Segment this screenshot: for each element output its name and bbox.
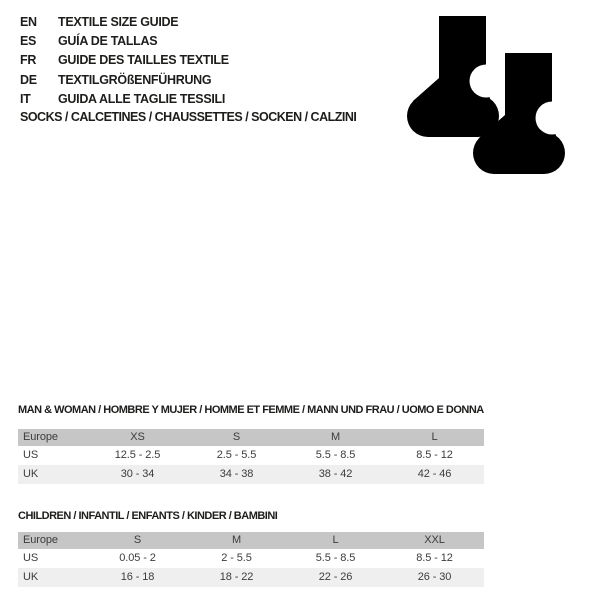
size-value-cell: 18 - 22 xyxy=(219,571,254,583)
size-value-cell: 22 - 26 xyxy=(318,571,353,583)
size-column-header: S xyxy=(133,534,142,546)
table-row xyxy=(18,549,484,568)
language-row-es xyxy=(20,31,229,50)
language-label: GUIDA ALLE TAGLIE TESSILI xyxy=(58,92,226,107)
size-column-header: L xyxy=(332,534,339,546)
language-code: DE xyxy=(20,72,37,87)
table-row xyxy=(18,465,484,484)
size-column-header: M xyxy=(330,431,341,443)
children-size-table xyxy=(18,532,484,587)
table-row xyxy=(18,446,484,465)
size-value-cell: 30 - 34 xyxy=(120,468,155,480)
size-column-header: S xyxy=(232,431,241,443)
language-label: GUIDE DES TAILLES TEXTILE xyxy=(58,53,229,68)
language-label: TEXTILGRÖßENFÜHRUNG xyxy=(58,72,212,87)
table-header-row xyxy=(18,429,484,446)
adult-size-table xyxy=(18,429,484,484)
language-row-en xyxy=(20,12,229,31)
language-row-it xyxy=(20,90,229,109)
row-label: US xyxy=(23,449,39,461)
children-table-title: CHILDREN / INFANTIL / ENFANTS / KINDER / BAMBINI xyxy=(18,510,278,522)
language-code: FR xyxy=(20,53,37,68)
row-label: US xyxy=(23,552,39,564)
socks-icon xyxy=(406,8,571,183)
language-code: EN xyxy=(20,14,37,29)
sock-back-shape xyxy=(413,16,503,116)
size-value-cell: 34 - 38 xyxy=(219,468,254,480)
language-row-de xyxy=(20,70,229,89)
size-value-cell: 2 - 5.5 xyxy=(221,552,252,564)
category-title: SOCKS / CALCETINES / CHAUSSETTES / SOCKEN / CALZINI xyxy=(20,110,357,124)
language-row-fr xyxy=(20,51,229,70)
size-value-cell: 12.5 - 2.5 xyxy=(114,449,161,461)
size-value-cell: 2.5 - 5.5 xyxy=(216,449,257,461)
size-column-header: L xyxy=(431,431,438,443)
language-code: IT xyxy=(20,92,31,107)
size-value-cell: 26 - 30 xyxy=(417,571,452,583)
adult-table-title: MAN & WOMAN / HOMBRE Y MUJER / HOMME ET FEMME / MANN UND FRAU / UOMO E DONNA xyxy=(18,404,484,416)
size-column-header: XS xyxy=(130,431,145,443)
size-column-header: M xyxy=(231,534,242,546)
size-value-cell: 5.5 - 8.5 xyxy=(315,449,356,461)
language-list xyxy=(20,12,229,109)
region-column-header: Europe xyxy=(23,534,58,546)
size-value-cell: 16 - 18 xyxy=(120,571,155,583)
size-value-cell: 42 - 46 xyxy=(417,468,452,480)
size-value-cell: 38 - 42 xyxy=(318,468,353,480)
language-label: GUÍA DE TALLAS xyxy=(58,34,158,49)
row-label: UK xyxy=(23,571,39,583)
size-column-header: XXL xyxy=(424,534,445,546)
row-label: UK xyxy=(23,468,39,480)
size-value-cell: 8.5 - 12 xyxy=(416,449,453,461)
size-value-cell: 5.5 - 8.5 xyxy=(315,552,356,564)
table-header-row xyxy=(18,532,484,549)
language-label: TEXTILE SIZE GUIDE xyxy=(58,14,179,29)
table-row xyxy=(18,568,484,587)
language-code: ES xyxy=(20,34,37,49)
size-value-cell: 0.05 - 2 xyxy=(119,552,156,564)
size-value-cell: 8.5 - 12 xyxy=(416,552,453,564)
region-column-header: Europe xyxy=(23,431,58,443)
